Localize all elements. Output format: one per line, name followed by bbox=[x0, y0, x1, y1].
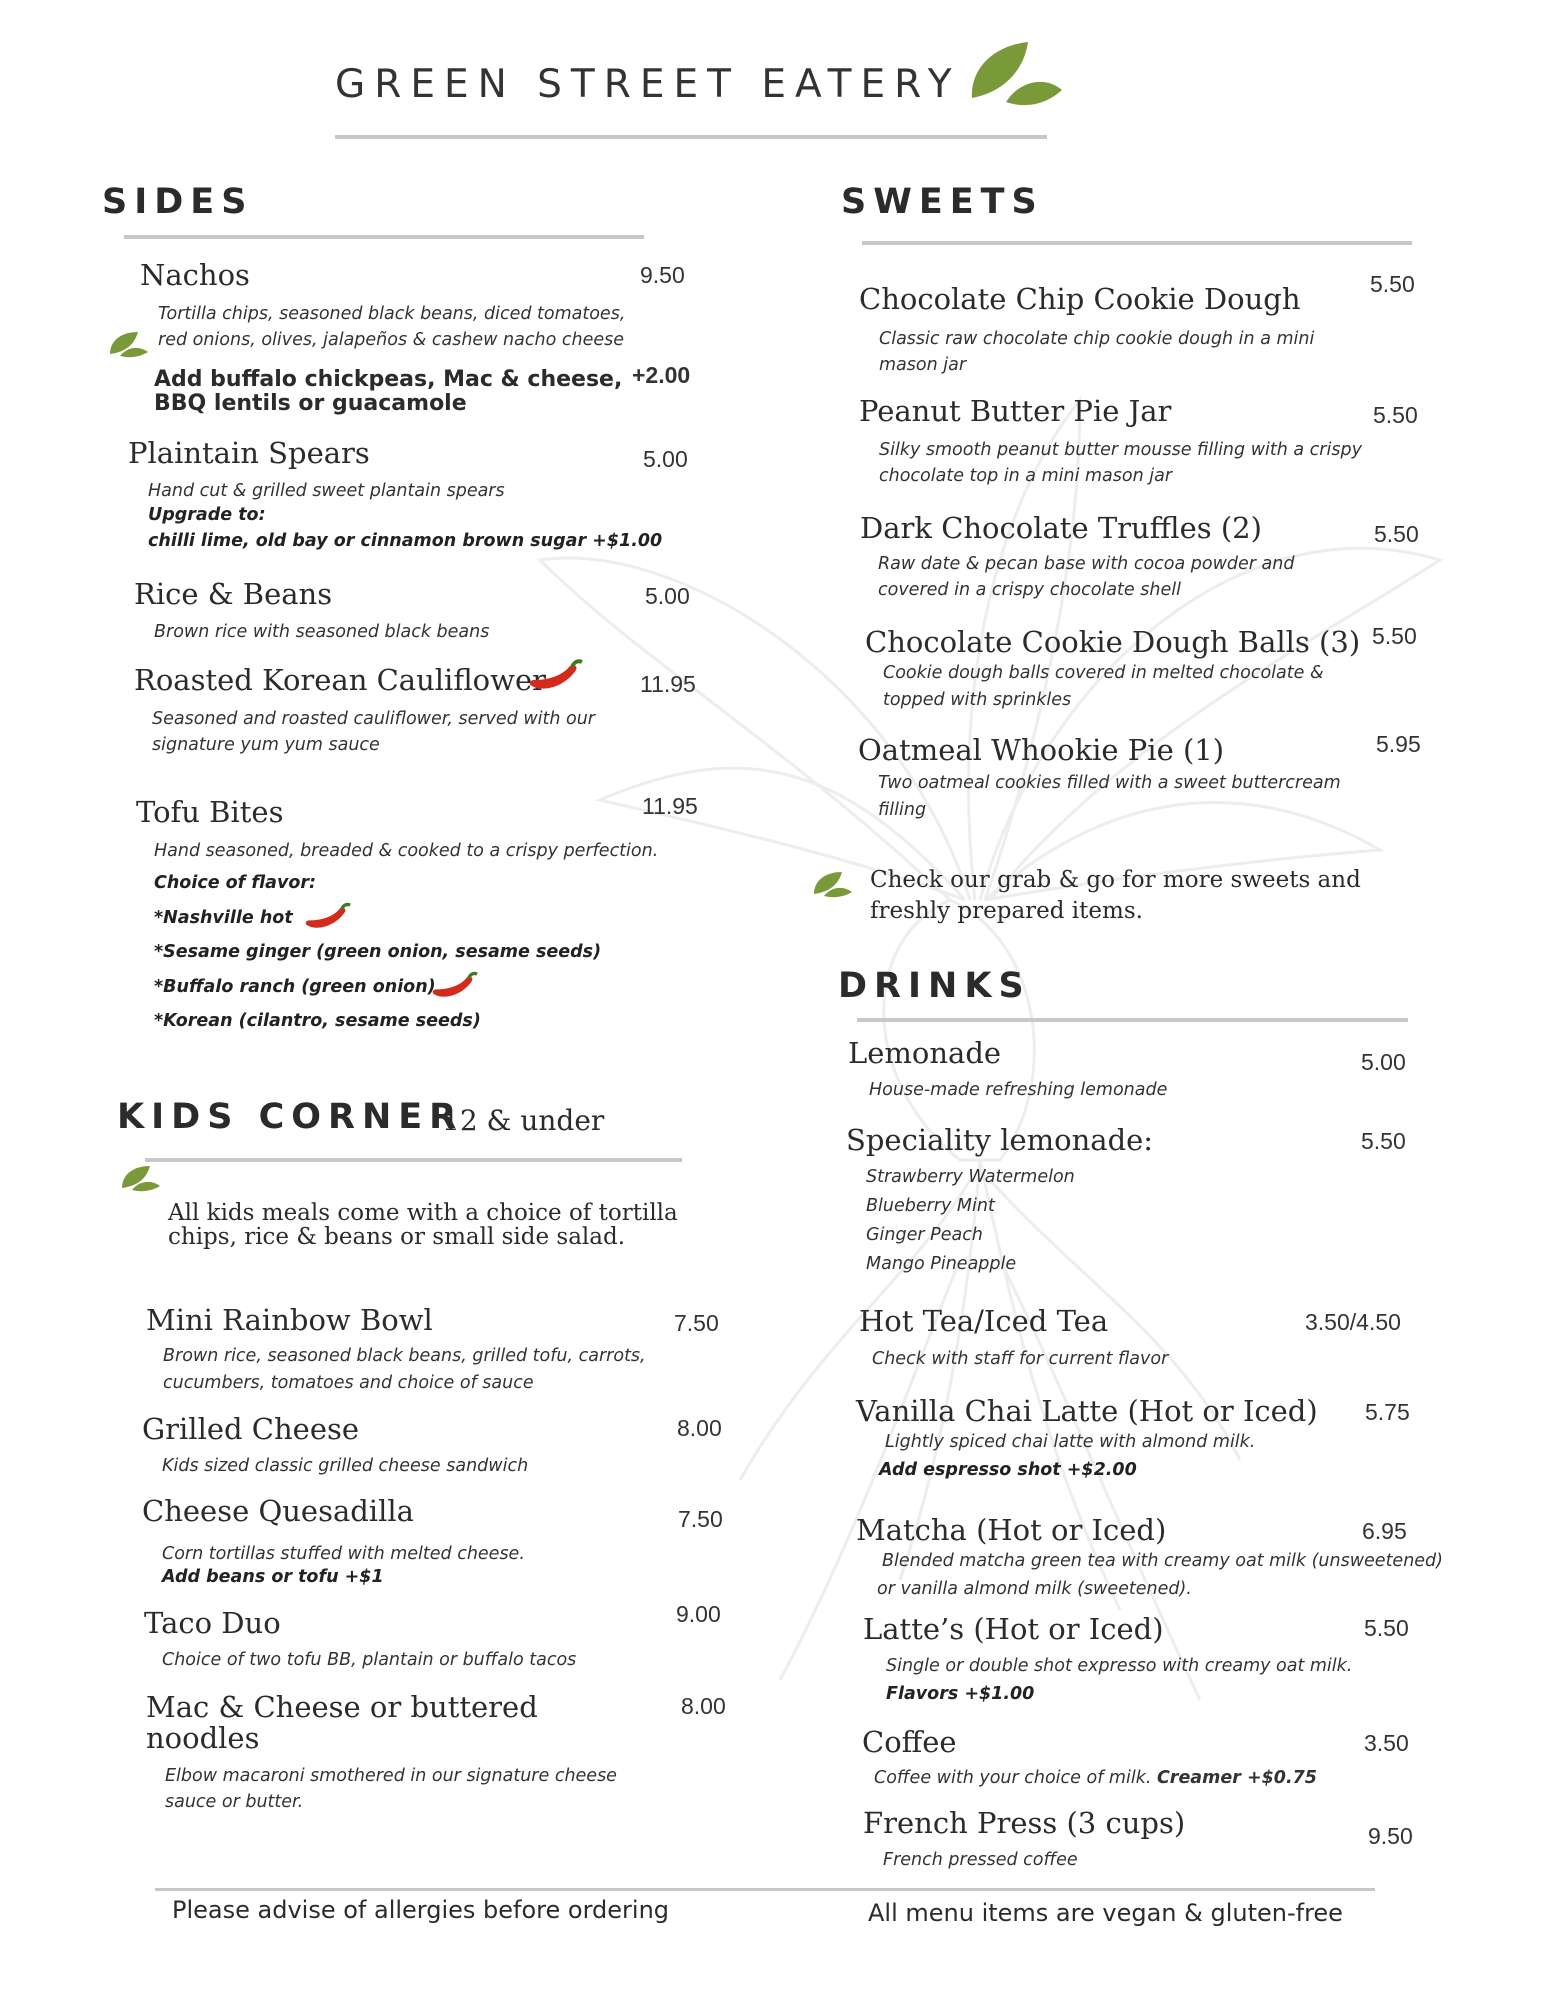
tea-desc: Check with staff for current flavor bbox=[872, 1349, 1169, 1369]
cookie-dough-desc-1: Classic raw chocolate chip cookie dough in a mini bbox=[879, 329, 1315, 349]
mac-desc-2: sauce or butter. bbox=[165, 1792, 304, 1812]
sides-rule bbox=[124, 235, 644, 239]
cookie-dough-name: Chocolate Chip Cookie Dough bbox=[859, 282, 1301, 316]
quesadilla-addon: Add beans or tofu +$1 bbox=[162, 1567, 384, 1587]
tea-price: 3.50/4.50 bbox=[1305, 1309, 1401, 1335]
cookie-dough-desc-2: mason jar bbox=[879, 355, 967, 375]
coffee-addon: Creamer +$0.75 bbox=[1156, 1768, 1317, 1788]
bowl-name: Mini Rainbow Bowl bbox=[146, 1303, 433, 1337]
nachos-price: 9.50 bbox=[640, 262, 685, 288]
french-press-name: French Press (3 cups) bbox=[863, 1806, 1186, 1840]
coffee-name: Coffee bbox=[862, 1725, 957, 1759]
kids-rule bbox=[145, 1158, 682, 1162]
tofu-desc: Hand seasoned, breaded & cooked to a crispy perfection. bbox=[154, 841, 659, 861]
rice-name: Rice & Beans bbox=[134, 577, 333, 611]
truffles-name: Dark Chocolate Truffles (2) bbox=[860, 511, 1262, 545]
french-press-price: 9.50 bbox=[1368, 1823, 1413, 1849]
bowl-price: 7.50 bbox=[674, 1310, 719, 1336]
cookie-balls-name: Chocolate Cookie Dough Balls (3) bbox=[865, 625, 1361, 659]
speciality-lemonade-price: 5.50 bbox=[1361, 1128, 1406, 1154]
sweets-note-1: Check our grab & go for more sweets and bbox=[870, 867, 1361, 893]
cookie-balls-price: 5.50 bbox=[1372, 623, 1417, 649]
allergy-notice: Please advise of allergies before ordering bbox=[172, 1896, 670, 1924]
chai-desc: Lightly spiced chai latte with almond milk. bbox=[885, 1432, 1256, 1452]
chai-price: 5.75 bbox=[1365, 1399, 1410, 1425]
matcha-price: 6.95 bbox=[1362, 1518, 1407, 1544]
quesadilla-desc: Corn tortillas stuffed with melted cheese. bbox=[162, 1544, 525, 1564]
tofu-price: 11.95 bbox=[642, 793, 698, 819]
tea-name: Hot Tea/Iced Tea bbox=[859, 1304, 1109, 1338]
cauliflower-price: 11.95 bbox=[640, 671, 696, 697]
coffee-desc bbox=[874, 1765, 1317, 1791]
plantain-desc: Hand cut & grilled sweet plantain spears bbox=[148, 481, 505, 501]
leaf-icon bbox=[120, 1164, 162, 1192]
taco-price: 9.00 bbox=[676, 1601, 721, 1627]
lemonade-flavor: Strawberry Watermelon bbox=[866, 1167, 1075, 1187]
nachos-addon-price: +2.00 bbox=[632, 362, 691, 388]
whookie-name: Oatmeal Whookie Pie (1) bbox=[858, 733, 1225, 767]
truffles-desc-1: Raw date & pecan base with cocoa powder and bbox=[878, 554, 1295, 574]
lemonade-desc: House-made refreshing lemonade bbox=[869, 1080, 1168, 1100]
nachos-name: Nachos bbox=[140, 258, 250, 292]
plantain-upgrade-options: chilli lime, old bay or cinnamon brown sugar +$1.00 bbox=[148, 531, 663, 551]
plantain-price: 5.00 bbox=[643, 446, 688, 472]
lemonade-flavor: Mango Pineapple bbox=[866, 1254, 1017, 1274]
title-rule bbox=[335, 135, 1047, 139]
sweets-note-2: freshly prepared items. bbox=[870, 898, 1143, 924]
whookie-desc-2: filling bbox=[878, 800, 927, 820]
grilled-cheese-desc: Kids sized classic grilled cheese sandwich bbox=[162, 1456, 529, 1476]
tofu-flavor: *Nashville hot bbox=[154, 908, 293, 928]
mac-name-1: Mac & Cheese or buttered bbox=[146, 1690, 538, 1724]
grilled-cheese-price: 8.00 bbox=[677, 1415, 722, 1441]
french-press-desc: French pressed coffee bbox=[883, 1850, 1078, 1870]
lemonade-flavor: Ginger Peach bbox=[866, 1225, 983, 1245]
cauliflower-desc-2: signature yum yum sauce bbox=[152, 735, 380, 755]
coffee-desc-text: Coffee with your choice of milk. bbox=[874, 1768, 1152, 1788]
speciality-lemonade-name: Speciality lemonade: bbox=[846, 1123, 1154, 1157]
matcha-desc-2: or vanilla almond milk (sweetened). bbox=[877, 1579, 1192, 1599]
mac-price: 8.00 bbox=[681, 1693, 726, 1719]
rice-price: 5.00 bbox=[645, 583, 690, 609]
sides-heading: SIDES bbox=[102, 182, 254, 222]
lemonade-name: Lemonade bbox=[848, 1036, 1002, 1070]
grilled-cheese-name: Grilled Cheese bbox=[142, 1412, 360, 1446]
matcha-desc-1: Blended matcha green tea with creamy oat milk (unsweetened) bbox=[882, 1551, 1443, 1571]
nachos-addon-2: BBQ lentils or guacamole bbox=[154, 391, 467, 416]
bowl-desc-2: cucumbers, tomatoes and choice of sauce bbox=[163, 1373, 534, 1393]
kids-note-2: chips, rice & beans or small side salad. bbox=[168, 1224, 626, 1250]
latte-desc: Single or double shot expresso with creamy oat milk. bbox=[886, 1656, 1353, 1676]
pb-pie-desc-1: Silky smooth peanut butter mousse filling with a crispy bbox=[879, 440, 1362, 460]
vegan-notice: All menu items are vegan & gluten-free bbox=[868, 1899, 1343, 1927]
restaurant-title: GREEN STREET EATERY bbox=[335, 62, 961, 107]
latte-name: Latte’s (Hot or Iced) bbox=[863, 1612, 1164, 1646]
bowl-desc-1: Brown rice, seasoned black beans, grilled tofu, carrots, bbox=[163, 1346, 646, 1366]
spicy-chili-icon bbox=[528, 656, 584, 696]
cookie-balls-desc-1: Cookie dough balls covered in melted chocolate & bbox=[883, 663, 1324, 683]
sweets-rule bbox=[862, 241, 1412, 245]
tofu-choice-label: Choice of flavor: bbox=[154, 873, 317, 893]
cauliflower-desc-1: Seasoned and roasted cauliflower, served with our bbox=[152, 709, 596, 729]
pb-pie-price: 5.50 bbox=[1373, 402, 1418, 428]
nachos-desc-1: Tortilla chips, seasoned black beans, diced tomatoes, bbox=[158, 304, 626, 324]
tofu-name: Tofu Bites bbox=[136, 795, 284, 829]
whookie-price: 5.95 bbox=[1376, 731, 1421, 757]
quesadilla-price: 7.50 bbox=[678, 1506, 723, 1532]
plantain-upgrade-label: Upgrade to: bbox=[148, 505, 266, 525]
cauliflower-name: Roasted Korean Cauliflower bbox=[134, 663, 546, 697]
cookie-dough-price: 5.50 bbox=[1370, 271, 1415, 297]
coffee-price: 3.50 bbox=[1364, 1730, 1409, 1756]
nachos-desc-2: red onions, olives, jalapeños & cashew nacho cheese bbox=[158, 330, 624, 350]
leaf-icon bbox=[812, 870, 854, 898]
truffles-price: 5.50 bbox=[1374, 521, 1419, 547]
leaf-icon bbox=[108, 330, 150, 358]
kids-subheading: 12 & under bbox=[442, 1104, 605, 1137]
drinks-heading: DRINKS bbox=[838, 966, 1031, 1006]
lemonade-flavor: Blueberry Mint bbox=[866, 1196, 995, 1216]
sweets-heading: SWEETS bbox=[841, 182, 1044, 222]
spicy-chili-icon bbox=[303, 900, 353, 934]
taco-name: Taco Duo bbox=[144, 1606, 281, 1640]
tofu-flavor: *Sesame ginger (green onion, sesame seeds) bbox=[154, 942, 602, 962]
rice-desc: Brown rice with seasoned black beans bbox=[154, 622, 490, 642]
nachos-addon-1: Add buffalo chickpeas, Mac & cheese, bbox=[154, 367, 623, 392]
lemonade-price: 5.00 bbox=[1361, 1049, 1406, 1075]
latte-price: 5.50 bbox=[1364, 1615, 1409, 1641]
drinks-rule bbox=[857, 1018, 1408, 1022]
kids-note-1: All kids meals come with a choice of tortilla bbox=[168, 1200, 678, 1226]
taco-desc: Choice of two tofu BB, plantain or buffalo tacos bbox=[162, 1650, 577, 1670]
pb-pie-desc-2: chocolate top in a mini mason jar bbox=[879, 466, 1173, 486]
footer-rule bbox=[155, 1888, 1375, 1891]
quesadilla-name: Cheese Quesadilla bbox=[142, 1494, 414, 1528]
mac-name-2: noodles bbox=[146, 1721, 260, 1755]
chai-name: Vanilla Chai Latte (Hot or Iced) bbox=[856, 1394, 1318, 1428]
latte-addon: Flavors +$1.00 bbox=[886, 1684, 1035, 1704]
spicy-chili-icon bbox=[430, 969, 480, 1003]
chai-addon: Add espresso shot +$2.00 bbox=[879, 1460, 1137, 1480]
mac-desc-1: Elbow macaroni smothered in our signature cheese bbox=[165, 1766, 617, 1786]
tofu-flavor: *Korean (cilantro, sesame seeds) bbox=[154, 1011, 481, 1031]
truffles-desc-2: covered in a crispy chocolate shell bbox=[878, 580, 1181, 600]
tofu-flavor: *Buffalo ranch (green onion) bbox=[154, 977, 436, 997]
whookie-desc-1: Two oatmeal cookies filled with a sweet buttercream bbox=[878, 773, 1341, 793]
leaf-logo-icon bbox=[968, 40, 1064, 108]
cookie-balls-desc-2: topped with sprinkles bbox=[883, 690, 1072, 710]
plantain-name: Plaintain Spears bbox=[128, 436, 370, 470]
kids-heading: KIDS CORNER bbox=[117, 1097, 464, 1137]
pb-pie-name: Peanut Butter Pie Jar bbox=[859, 394, 1172, 428]
matcha-name: Matcha (Hot or Iced) bbox=[856, 1513, 1167, 1547]
